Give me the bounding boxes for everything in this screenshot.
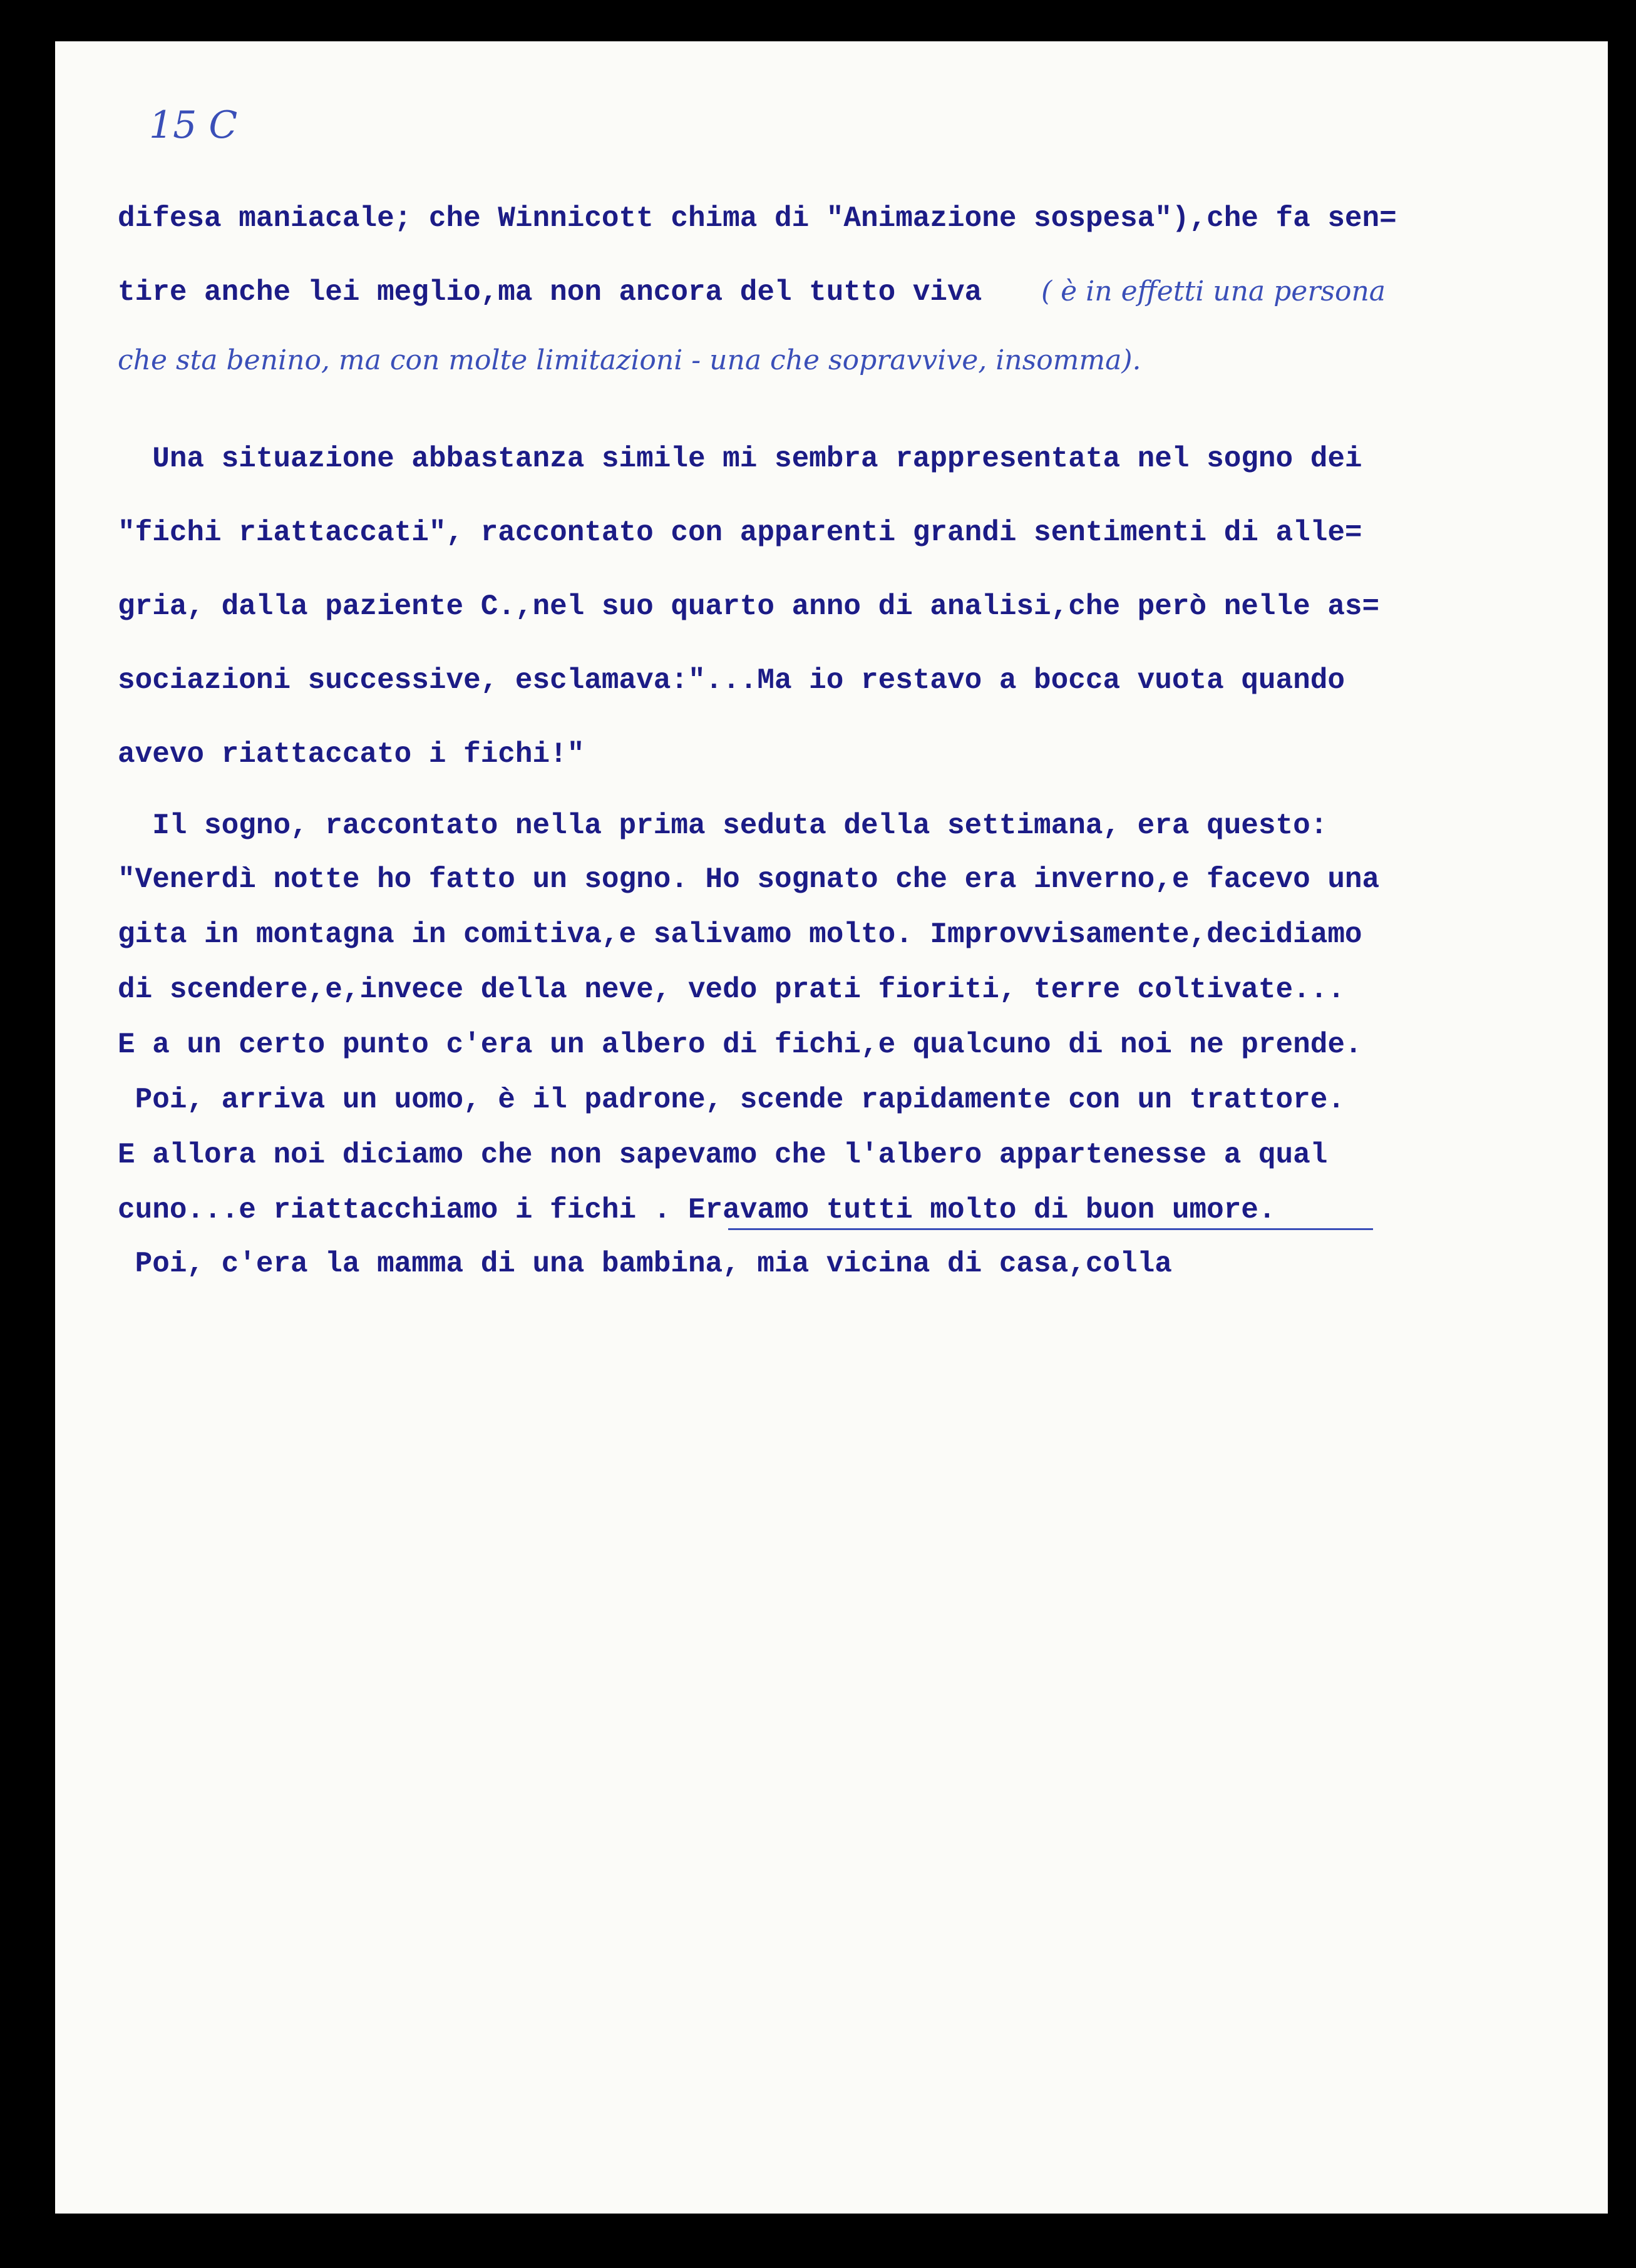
- handwritten-annotation: ( è in effetti una persona: [1041, 275, 1386, 307]
- text-line: Una situazione abbastanza simile mi sembra rappresentata nel sogno dei: [118, 443, 1362, 475]
- text-line: di scendere,e,invece della neve, vedo prati fioriti, terre coltivate...: [118, 973, 1345, 1006]
- page-number: 15 C: [149, 103, 238, 147]
- text-line: difesa maniacale; che Winnicott chima di "Animazione sospesa"),che fa sen=: [118, 202, 1397, 235]
- text-line: sociazioni successive, esclamava:"...Ma io restavo a bocca vuota quando: [118, 664, 1345, 697]
- text-line: E allora noi diciamo che non sapevamo che l'albero appartenesse a qual: [118, 1139, 1328, 1171]
- text-line: "Venerdì notte ho fatto un sogno. Ho sognato che era inverno,e facevo una: [118, 863, 1380, 896]
- handwritten-annotation: che sta benino, ma con molte limitazioni - una che sopravvive, insomma).: [118, 344, 1141, 376]
- text-line: E a un certo punto c'era un albero di fichi,e qualcuno di noi ne prende.: [118, 1029, 1362, 1061]
- text-line: tire anche lei meglio,ma non ancora del tutto viva: [118, 276, 982, 309]
- text-line: gria, dalla paziente C.,nel suo quarto anno di analisi,che però nelle as=: [118, 590, 1380, 623]
- text-line: "fichi riattaccati", raccontato con apparenti grandi sentimenti di alle=: [118, 516, 1362, 549]
- text-line: Poi, arriva un uomo, è il padrone, scende rapidamente con un trattore.: [118, 1084, 1345, 1116]
- text-line: avevo riattaccato i fichi!": [118, 738, 585, 771]
- text-line: gita in montagna in comitiva,e salivamo molto. Improvvisamente,decidiamo: [118, 918, 1362, 951]
- text-line: Poi, c'era la mamma di una bambina, mia vicina di casa,colla: [118, 1248, 1172, 1280]
- document-page: [55, 41, 1608, 2214]
- text-line: cuno...e riattacchiamo i fichi . Eravamo tutti molto di buon umore.: [118, 1194, 1276, 1226]
- handwritten-underline: [728, 1228, 1373, 1230]
- text-line: Il sogno, raccontato nella prima seduta della settimana, era questo:: [118, 809, 1328, 842]
